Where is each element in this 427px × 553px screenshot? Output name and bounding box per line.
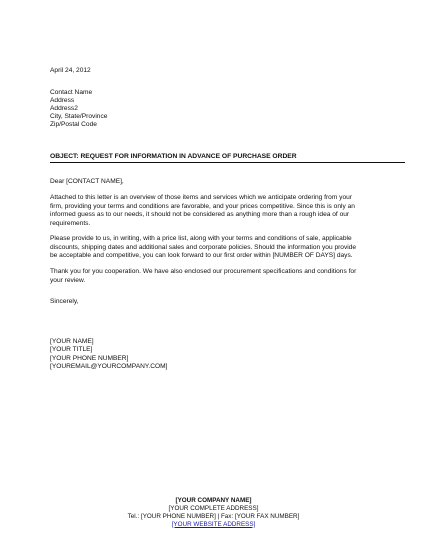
footer-address: [YOUR COMPLETE ADDRESS] <box>168 504 259 512</box>
closing: Sincerely, <box>50 298 79 305</box>
recipient-line: Address <box>50 97 75 105</box>
recipient-line: Address2 <box>50 105 78 113</box>
letter-date: April 24, 2012 <box>50 67 91 74</box>
paragraph-line: Thank you for you cooperation. We have also enclosed our procurement specifications and conditions for <box>50 268 357 275</box>
recipient-address <box>50 89 405 129</box>
paragraph-line: requirements. <box>50 219 91 227</box>
paragraph-line: discounts, shipping dates and additional sales and corporate policies. Should the information you provide <box>50 243 357 251</box>
paragraph-3 <box>50 268 405 285</box>
footer-website-link[interactable]: [YOUR WEBSITE ADDRESS] <box>171 520 256 528</box>
paragraph-2 <box>50 235 405 261</box>
paragraph-line: be acceptable and competitive, you can look forward to our first order within [NUMBER OF DAYS] days. <box>50 252 353 260</box>
salutation: Dear [CONTACT NAME], <box>50 178 124 185</box>
paragraph-line: Please provide to us, in writing, with a price list, along with your terms and conditions of sale, applicable <box>50 235 352 242</box>
signature-line: [YOUREMAIL@YOURCOMPANY.COM] <box>50 363 168 371</box>
recipient-line: Contact Name <box>50 89 93 96</box>
signature-line: [YOUR NAME] <box>50 338 94 345</box>
paragraph-1 <box>50 194 405 228</box>
object-line: OBJECT: REQUEST FOR INFORMATION IN ADVANCE OF PURCHASE ORDER <box>50 153 405 163</box>
paragraph-line: firm, providing your terms and conditions are favorable, and your prices competitive. Since this is only an <box>50 202 355 210</box>
signature-line: [YOUR TITLE] <box>50 346 93 354</box>
recipient-line: Zip/Postal Code <box>50 121 97 129</box>
paragraph-line: Attached to this letter is an overview of those items and services which we anticipate ordering from your <box>50 194 352 201</box>
signature-line: [YOUR PHONE NUMBER] <box>50 354 129 362</box>
paragraph-line: informed guess as to our needs, it should not be considered as anything more than a rough idea of our <box>50 211 350 219</box>
paragraph-line: your review. <box>50 276 86 284</box>
recipient-line: City, State/Province <box>50 113 108 121</box>
signature-block <box>50 338 405 372</box>
letterhead-footer <box>0 497 427 529</box>
footer-company-name: [YOUR COMPANY NAME] <box>175 497 252 504</box>
footer-contact-line: Tel.: [YOUR PHONE NUMBER] | Fax: [YOUR FAX NUMBER] <box>127 512 300 520</box>
